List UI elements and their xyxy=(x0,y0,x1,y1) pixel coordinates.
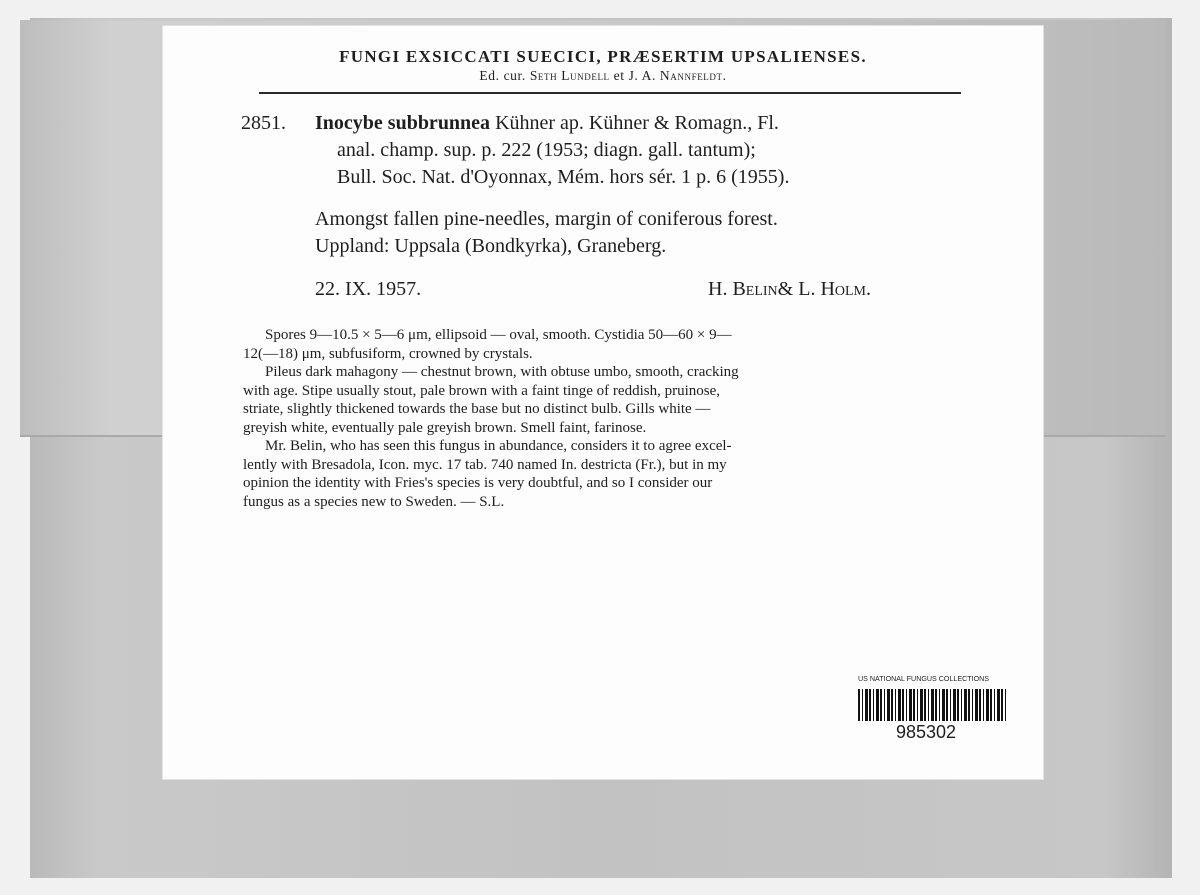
editors-join: et xyxy=(613,68,625,83)
series-editors xyxy=(163,68,1043,84)
editors-prefix: Ed. cur. xyxy=(479,68,526,83)
barcode-caption: US NATIONAL FUNGUS COLLECTIONS xyxy=(858,674,990,683)
note-line: striate, slightly thickened towards the base but no distinct bulb. Gills white — xyxy=(243,401,711,417)
collector-1: H. Belin xyxy=(708,278,778,300)
collector-join: & xyxy=(777,278,794,300)
editor-1: Seth Lundell xyxy=(529,68,610,83)
barcode-bars xyxy=(858,689,1006,721)
note-line: 12(—18) μm, subfusiform, crowned by crystals. xyxy=(243,345,533,362)
description-notes xyxy=(243,326,973,511)
barcode-sticker xyxy=(858,674,1023,743)
habitat-line-2: Uppland: Uppsala (Bondkyrka), Graneberg. xyxy=(315,235,667,257)
series-title: FUNGI EXSICCATI SUECICI, PRÆSERTIM UPSALIENSES. xyxy=(339,47,867,66)
citation-text-1: Kühner ap. Kühner & Romagn., Fl. xyxy=(495,112,779,134)
collection-date: 22. IX. 1957. xyxy=(315,278,422,300)
collectors xyxy=(708,278,871,301)
note-line: fungus as a species new to Sweden. — S.L. xyxy=(243,493,505,510)
note-line: Spores 9—10.5 × 5—6 μm, ellipsoid — oval, smooth. Cystidia 50—60 × 9— xyxy=(265,327,732,343)
taxon-citation xyxy=(315,110,971,191)
note-line: Mr. Belin, who has seen this fungus in abundance, considers it to agree excel- xyxy=(265,438,732,454)
header-rule xyxy=(259,92,961,94)
note-line: with age. Stipe usually stout, pale brown with a faint tinge of reddish, pruinose, xyxy=(243,382,720,399)
collector-2: L. Holm. xyxy=(798,278,872,300)
citation-line-3: Bull. Soc. Nat. d'Oyonnax, Mém. hors sér. 1 p. 6 (1955). xyxy=(337,166,790,188)
citation-line-1 xyxy=(315,110,971,137)
note-line: greyish white, eventually pale greyish brown. Smell faint, farinose. xyxy=(243,419,647,436)
editor-2: J. A. Nannfeldt. xyxy=(628,68,727,83)
barcode-number: 985302 xyxy=(896,722,957,742)
note-line: opinion the identity with Fries's species is very doubtful, and so I consider our xyxy=(243,475,713,491)
habitat-line-1: Amongst fallen pine-needles, margin of coniferous forest. xyxy=(315,208,778,230)
citation-line-2: anal. champ. sup. p. 222 (1953; diagn. gall. tantum); xyxy=(337,139,756,161)
specimen-label xyxy=(163,26,1043,779)
exsiccata-number: 2851. xyxy=(241,112,286,134)
note-line: lently with Bresadola, Icon. myc. 17 tab. 740 named In. destricta (Fr.), but in my xyxy=(243,456,727,473)
note-line: Pileus dark mahagony — chestnut brown, with obtuse umbo, smooth, cracking xyxy=(265,364,739,380)
taxon-name: Inocybe subbrunnea xyxy=(315,112,491,134)
habitat-locality xyxy=(315,206,975,260)
